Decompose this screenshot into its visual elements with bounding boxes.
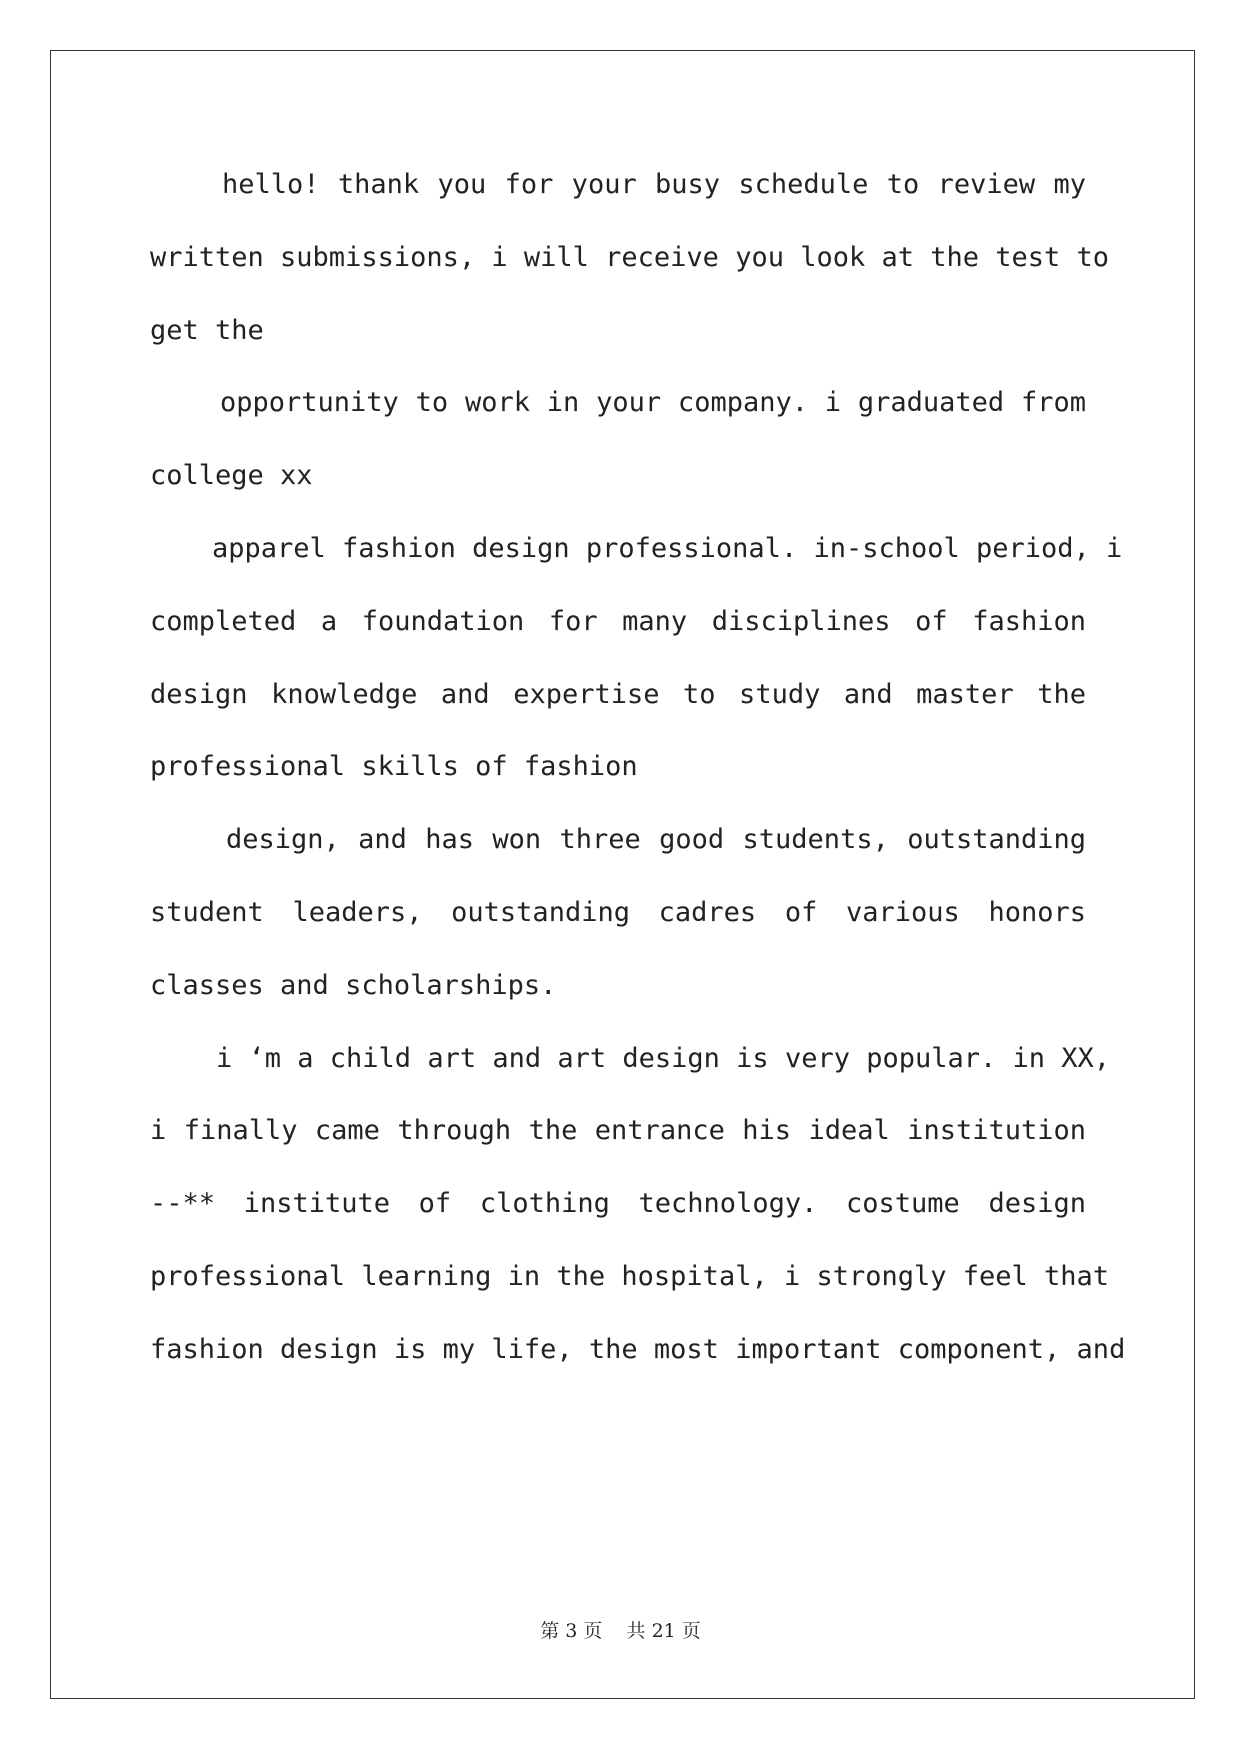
text-line: get the — [150, 314, 264, 346]
text-line: design knowledge and expertise to study and master the — [150, 678, 1086, 710]
text-line: completed a foundation for many disciplines of fashion — [150, 605, 1086, 637]
text-line: opportunity to work in your company. i graduated from — [220, 387, 1086, 419]
text-line: hello! thank you for your busy schedule to review my — [222, 169, 1086, 200]
text-line: student leaders, outstanding cadres of various honors — [150, 897, 1086, 928]
text-line: --** institute of clothing technology. costume design — [150, 1188, 1086, 1220]
page-number-footer: 第 3 页 共 21 页 — [540, 1620, 701, 1642]
text-line: professional skills of fashion — [150, 751, 638, 783]
text-line: design, and has won three good students, outstanding — [226, 824, 1086, 856]
text-line: apparel fashion design professional. in-school period, i — [212, 533, 1123, 564]
text-line: college xx — [150, 460, 313, 492]
text-line: fashion design is my life, the most important component, and — [150, 1333, 1126, 1365]
text-line: i finally came through the entrance his ideal institution — [150, 1115, 1086, 1147]
text-line: written submissions, i will receive you look at the test to — [150, 241, 1110, 273]
text-line: classes and scholarships. — [150, 969, 557, 1001]
text-line: professional learning in the hospital, i strongly feel that — [150, 1261, 1110, 1292]
page-border — [50, 50, 1195, 1699]
text-line: i ‘m a child art and art design is very popular. in XX, — [216, 1042, 1111, 1074]
